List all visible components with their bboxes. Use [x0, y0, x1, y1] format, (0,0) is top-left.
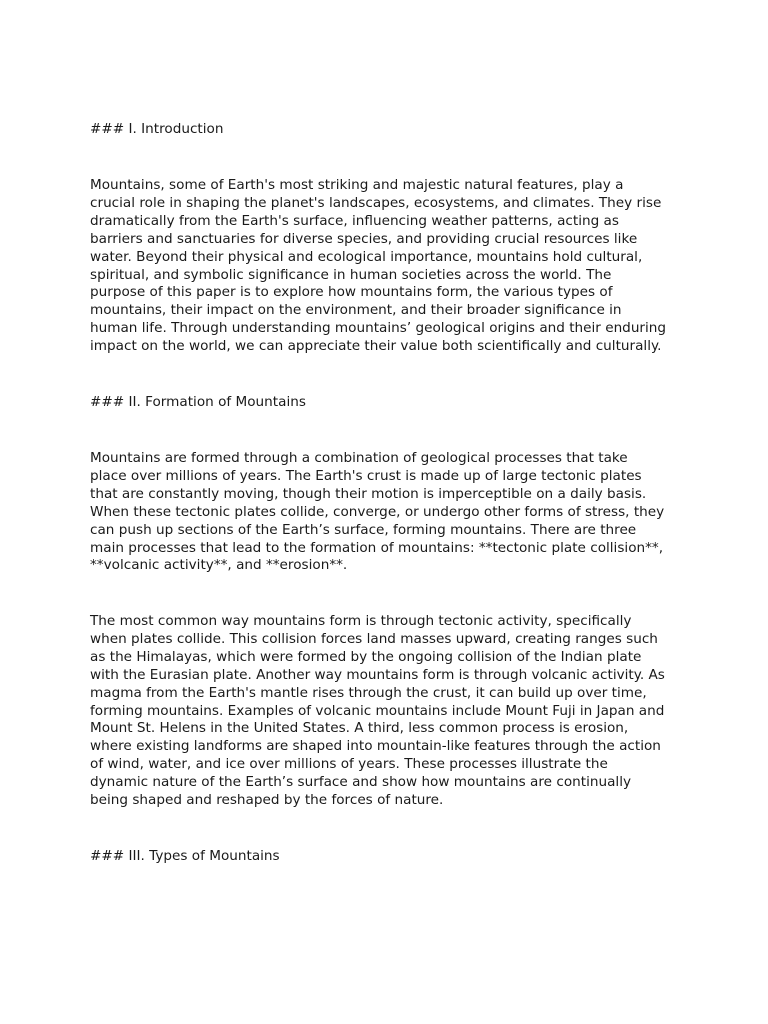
- paragraph-line: water. Beyond their physical and ecological importance, mountains hold cultural,: [90, 248, 643, 265]
- paragraph-line: that are constantly moving, though their motion is imperceptible on a daily basis.: [90, 485, 647, 502]
- paragraph-line: impact on the world, we can appreciate their value both scientifically and culturally.: [90, 338, 662, 355]
- paragraph-line: Mountains, some of Earth's most striking and majestic natural features, play a: [90, 177, 624, 193]
- paragraph-line: **volcanic activity**, and **erosion**.: [90, 557, 348, 574]
- paragraph-formation-1: [90, 450, 690, 575]
- paragraph-line: dramatically from the Earth's surface, influencing weather patterns, acting as: [90, 212, 619, 229]
- paragraph-line: as the Himalayas, which were formed by the ongoing collision of the Indian plate: [90, 648, 642, 665]
- heading-types: ### III. Types of Mountains: [90, 848, 280, 864]
- paragraph-introduction: [90, 177, 690, 356]
- paragraph-line: barriers and sanctuaries for diverse species, and providing crucial resources like: [90, 230, 638, 247]
- paragraph-line: purpose of this paper is to explore how mountains form, the various types of: [90, 284, 613, 301]
- paragraph-line: being shaped and reshaped by the forces of nature.: [90, 792, 444, 809]
- paragraph-line: Mount St. Helens in the United States. A third, less common process is erosion,: [90, 720, 629, 737]
- paragraph-line: magma from the Earth's mantle rises through the crust, it can build up over time,: [90, 684, 647, 701]
- paragraph-formation-2: [90, 613, 690, 810]
- heading-formation: ### II. Formation of Mountains: [90, 394, 306, 410]
- heading-introduction: ### I. Introduction: [90, 121, 224, 137]
- paragraph-line: forming mountains. Examples of volcanic mountains include Mount Fuji in Japan and: [90, 702, 665, 719]
- paragraph-line: with the Eurasian plate. Another way mountains form is through volcanic activity. As: [90, 666, 665, 683]
- paragraph-line: can push up sections of the Earth’s surface, forming mountains. There are three: [90, 521, 637, 538]
- paragraph-line: spiritual, and symbolic significance in human societies across the world. The: [90, 266, 612, 283]
- paragraph-line: place over millions of years. The Earth's crust is made up of large tectonic plates: [90, 467, 642, 484]
- paragraph-line: mountains, their impact on the environment, and their broader significance in: [90, 302, 622, 319]
- paragraph-line: main processes that lead to the formation of mountains: **tectonic plate collision**,: [90, 539, 664, 556]
- paragraph-line: of wind, water, and ice over millions of years. These processes illustrate the: [90, 756, 608, 773]
- paragraph-line: human life. Through understanding mountains’ geological origins and their enduring: [90, 320, 667, 337]
- paragraph-line: When these tectonic plates collide, converge, or undergo other forms of stress, they: [90, 503, 665, 520]
- paragraph-line: where existing landforms are shaped into mountain-like features through the action: [90, 738, 661, 755]
- paragraph-line: The most common way mountains form is through tectonic activity, specifically: [90, 613, 632, 629]
- paragraph-line: when plates collide. This collision forces land masses upward, creating ranges such: [90, 630, 658, 647]
- paragraph-line: Mountains are formed through a combination of geological processes that take: [90, 450, 628, 466]
- paragraph-line: dynamic nature of the Earth’s surface and show how mountains are continually: [90, 774, 632, 791]
- paragraph-line: crucial role in shaping the planet's landscapes, ecosystems, and climates. They rise: [90, 194, 662, 211]
